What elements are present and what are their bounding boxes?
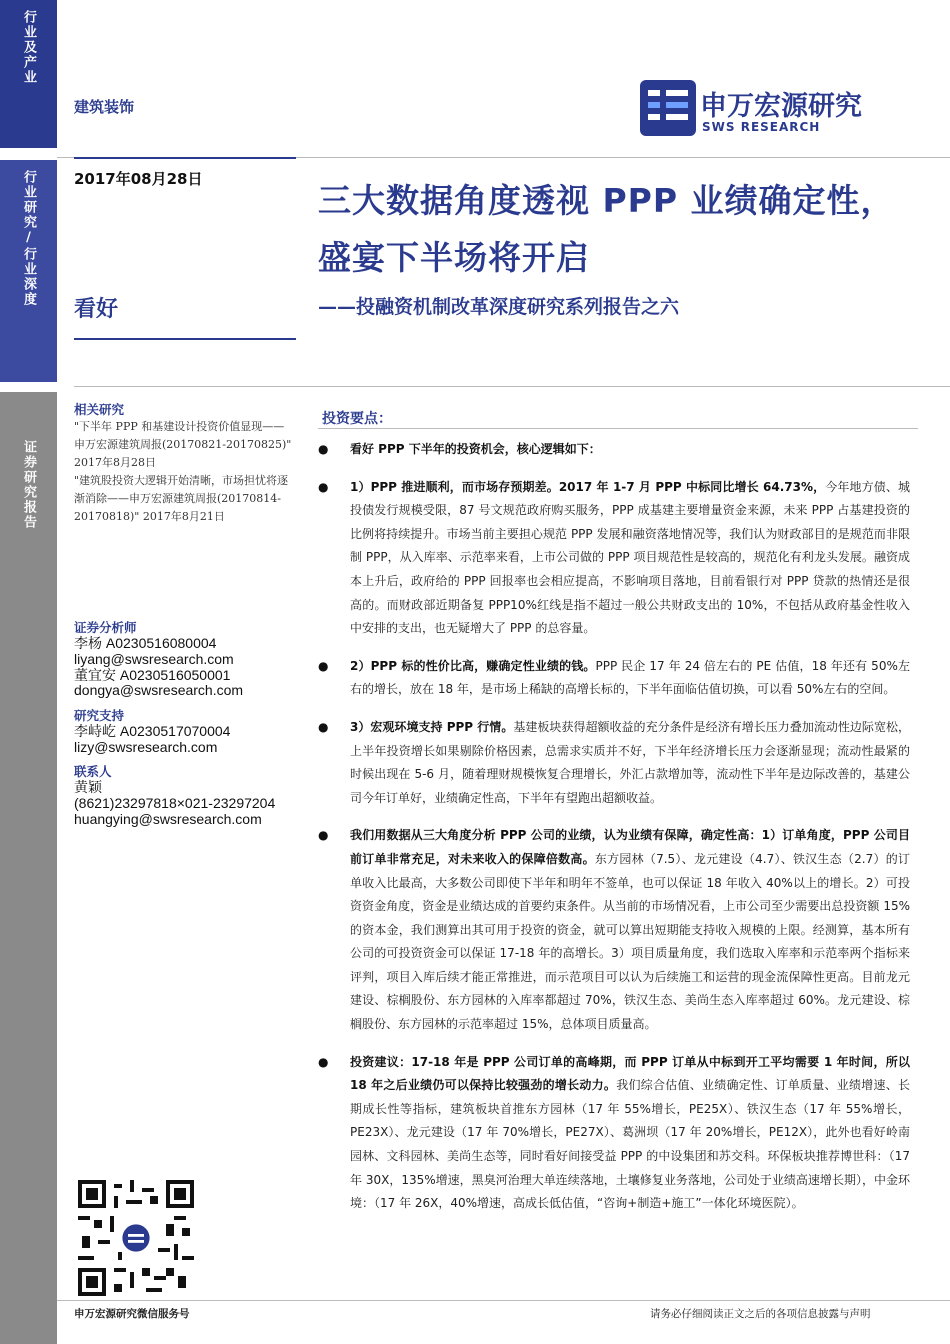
logo-text-en: SWS RESEARCH: [702, 120, 821, 134]
qr-code-label: 申万宏源研究微信服务号: [74, 1308, 190, 1320]
analyst-line: 董宜安 A0230516050001: [74, 666, 231, 683]
contact-name: 黄颖: [74, 779, 102, 795]
contact-heading: 联系人: [74, 764, 112, 779]
sidebar-tag-report-type-label: 行业研究/行业深度: [21, 170, 36, 307]
rating-underline: [74, 338, 296, 340]
bullet-icon: ●: [318, 658, 329, 673]
key-point-item: [318, 824, 910, 1036]
contact-list: [74, 780, 304, 827]
sidebar-tag-report-type: [0, 160, 57, 382]
contact-phone: (8621)23297818×021-23297204: [74, 794, 276, 811]
key-point-text: 基建板块获得超额收益的充分条件是经济有增长压力叠加流动性边际宽松，上半年投资增长如果剔除价格因素，总需求实质并不好，下半年经济增长压力会逐渐显现；流动性最紧的时候出现在 5-6 月，随着理财规模恢复合理增长，外汇占款增加等，流动性下半年是边际改善的，基建公司今年订单好，业绩确定性高，下半年有望跑出超额收益。: [350, 719, 910, 805]
related-research-list: [74, 418, 292, 526]
key-point-bold: 3）宏观环境支持 PPP 行情。: [350, 719, 514, 734]
key-point-text: 我们综合估值、业绩确定性、订单质量、业绩增速、长期成长性等指标，建筑板块首推东方园林（17 年 55%增长，PE25X）、铁汉生态（17 年 55%增长，PE23X）、龙元建设（17 年 70%增长，PE27X）、葛洲坝（17 年 20%增长，PE12X），此外也看好岭南园林、文科园林、美尚生态等，同时看好间接受益 PPP 的中设集团和苏交科。环保板块推荐博世科：（17 年 30X，135%增速，黑臭河治理大单连续落地，土壤修复业务落地，公司处于业绩高速增长期），中金环境：（17 年 26X，40%增速，高成长低估值，“咨询+制造+施工”一体化环境医院）。: [350, 1078, 910, 1211]
key-point-bold: 2）PPP 标的性价比高，赚确定性业绩的钱。: [350, 658, 596, 673]
support-list: [74, 724, 304, 756]
sidebar-tag-industry-label: 行业及产业: [21, 10, 36, 85]
sector-label: 建筑装饰: [74, 98, 135, 116]
report-title: 三大数据角度透视 PPP 业绩确定性，盛宴下半场将开启: [318, 181, 895, 277]
related-item[interactable]: "建筑股投资大逻辑开始清晰，市场担忧将逐渐消除——申万宏源建筑周报(20170814-20170818)" 2017年8月21日: [74, 474, 289, 523]
key-point-item: [318, 1051, 910, 1216]
sidebar-tag-securities: [0, 392, 57, 1344]
analyst-line: 李杨 A0230516080004: [74, 635, 217, 651]
key-point-item: [318, 438, 910, 462]
logo-text-cn: 申万宏源研究: [700, 91, 862, 122]
footer-divider: [57, 1300, 950, 1301]
analyst-email[interactable]: liyang@swsresearch.com: [74, 650, 234, 667]
related-heading: 相关研究: [74, 402, 125, 417]
key-point-bold: 1）PPP 推进顺利，而市场存预期差。2017 年 1-7 月 PPP 中标同比增长 64.73%，: [350, 479, 826, 494]
key-point-bold: 投资建议：17-18 年是 PPP 公司订单的高峰期，而 PPP 订单从中标到开工平均需要 1 年时间，所以 18 年之后业绩仍可以保持比较强劲的增长动力。: [350, 1054, 910, 1093]
key-point-text: PPP 民企 17 年 24 倍左右的 PE 估值，18 年还有 50%左右的增长，放在 18 年，是市场上稀缺的高增长标的，下半年面临估值切换，可以看 50%左右的空间。: [350, 658, 910, 697]
bullet-icon: ●: [318, 479, 329, 494]
bullet-icon: ●: [318, 1054, 329, 1069]
disclaimer-note: 请务必仔细阅读正文之后的各项信息披露与声明: [650, 1308, 871, 1320]
qr-code-icon: [78, 1180, 194, 1296]
bullet-icon: ●: [318, 828, 329, 843]
key-points-heading: 投资要点：: [322, 411, 392, 427]
support-line: 李峙屹 A0230517070004: [74, 723, 231, 739]
body-divider: [74, 386, 950, 387]
wechat-qr-code[interactable]: [78, 1180, 194, 1296]
key-point-text: 今年地方债、城投债发行规模受限，87 号文规范政府购买服务，PPP 成基建主要增量资金来源，未来 PPP 占基建投资的比例将持续提升。市场当前主要担心规范 PPP 发展和融资落地情况等，我们认为财政部目的是规范而非限制 PPP，从入库率、示范率来看，上市公司做的 PPP 项目规范性是较高的，规范化有利龙头发展。融资成本上升后，政府给的 PPP 回报率也会相应提高，不影响项目落地，目前看银行对 PPP 贷款的热情还是很高的。而财政部近期备复 PPP10%红线是指不超过一般公共财政支出的 10%，不包括从政府基金性收入中安排的支出，也无疑增大了 PPP 的总容量。: [350, 479, 910, 636]
support-heading: 研究支持: [74, 708, 125, 723]
analysts-list: [74, 636, 304, 699]
analysts-heading: 证券分析师: [74, 620, 137, 635]
key-point-bold: 看好 PPP 下半年的投资机会，核心逻辑如下：: [350, 442, 601, 456]
sidebar-tag-industry: [0, 0, 57, 148]
bullet-icon: ●: [318, 719, 329, 734]
sws-logo: [640, 80, 902, 136]
report-subtitle: ——投融资机制改革深度研究系列报告之六: [318, 296, 680, 318]
rating-label: 看好: [74, 296, 119, 322]
key-point-item: [318, 655, 910, 702]
sidebar-tag-securities-label: 证券研究报告: [21, 440, 36, 530]
header-accent-line: [74, 157, 296, 159]
contact-email[interactable]: huangying@swsresearch.com: [74, 810, 262, 827]
report-date: 2017年08月28日: [74, 170, 203, 188]
bullet-icon: ●: [318, 442, 329, 456]
key-points-list: [318, 438, 910, 1230]
analyst-email[interactable]: dongya@swsresearch.com: [74, 682, 244, 699]
key-point-item: [318, 716, 910, 810]
support-email[interactable]: lizy@swsresearch.com: [74, 738, 218, 755]
key-point-item: [318, 476, 910, 641]
related-item[interactable]: "下半年 PPP 和基建设计投资价值显现——申万宏源建筑周报(20170821-20170825)" 2017年8月28日: [74, 420, 292, 469]
sws-logo-icon: [640, 80, 696, 136]
key-points-divider: [318, 428, 918, 429]
key-point-bold: 我们用数据从三大角度分析 PPP 公司的业绩，认为业绩有保障，确定性高：1）订单角度，PPP 公司目前订单非常充足，对未来收入的保障倍数高。: [350, 828, 910, 866]
key-point-text: 东方园林（7.5）、龙元建设（4.7）、铁汉生态（2.7）的订单收入比最高，大多数公司即使下半年和明年不签单，也可以保证 18 年收入 40%以上的增长。2）可投资资金角度，资金是业绩达成的首要约束条件。从当前的市场情况看，上市公司至少需要出总投资额 15%的资本金，我们测算出其可用于投资的资金，就可以算出短期能支持收入规模的上限。经测算，基本所有公司的可投资资金可以保证 17-18 年的高增长。3）项目质量角度，我们选取入库率和示范率两个指标来评判，项目入库后续才能正常推进，而示范项目可以认为后续施工和运营的现金流保障性更高。目前龙元建设、棕榈股份、东方园林的入库率都超过 70%，铁汉生态、美尚生态入库率超过 60%。龙元建设、棕榈股份、东方园林的示范率超过 15%，总体项目质量高。: [350, 851, 910, 1032]
